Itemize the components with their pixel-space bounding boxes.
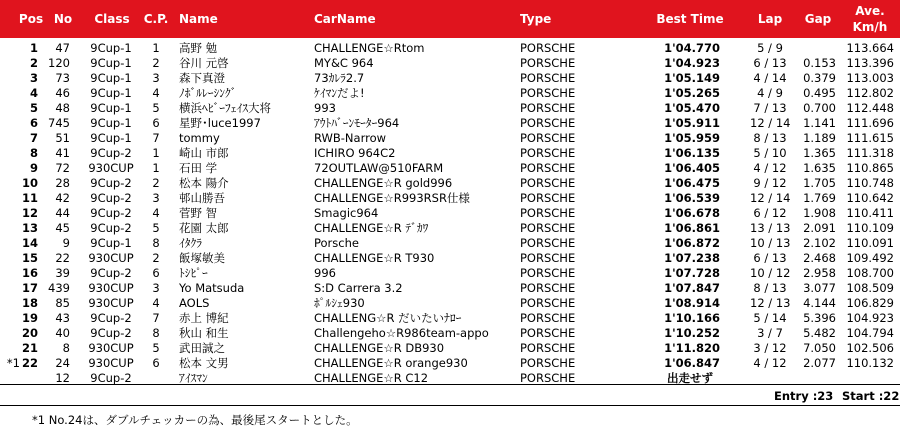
cell-cp: 7 [152, 311, 160, 325]
cell-cls: 9Cup-2 [90, 221, 132, 235]
cell-car: 73ｶﾚﾗ2.7 [314, 71, 365, 85]
table-row [0, 115, 900, 131]
table-row [0, 40, 900, 56]
cell-cp: 4 [152, 206, 160, 220]
cell-car: 996 [314, 266, 336, 280]
cell-lap: 4 / 12 [753, 356, 787, 370]
cell-name: 松本 陽介 [179, 176, 229, 190]
cell-name: 高野 勉 [179, 41, 218, 55]
cell-no: 12 [55, 371, 70, 385]
header-name: Name [179, 12, 218, 26]
cell-pos: 3 [29, 71, 38, 85]
cell-gap: 0.153 [803, 56, 836, 70]
cell-gap: 0.495 [803, 86, 836, 100]
cell-pos: 12 [21, 206, 38, 220]
cell-no: 47 [55, 41, 70, 55]
cell-car: ICHIRO 964C2 [314, 146, 396, 160]
cell-gap: 2.468 [803, 251, 836, 265]
table-row [0, 100, 900, 116]
cell-name: 飯塚敏美 [179, 251, 225, 265]
cell-type: PORSCHE [520, 311, 576, 325]
table-row [0, 70, 900, 86]
cell-no: 43 [55, 311, 70, 325]
cell-gap: 1.769 [803, 191, 836, 205]
cell-best: 1'06.861 [664, 221, 720, 235]
cell-lap: 6 / 12 [753, 206, 787, 220]
cell-name: ｱｲｽﾏﾝ [179, 371, 208, 385]
cell-car: CHALLENGE☆R ﾃﾞｶﾜ [314, 221, 429, 235]
cell-type: PORSCHE [520, 236, 576, 250]
cell-best: 出走せず [667, 371, 713, 385]
cell-cls: 9Cup-2 [90, 146, 132, 160]
footnote: *1 No.24は、ダブルチェッカーの為、最後尾スタートとした。 [32, 413, 358, 427]
cell-gap: 1.189 [803, 131, 836, 145]
table-row [0, 205, 900, 221]
cell-ave: 110.642 [846, 191, 894, 205]
cell-car: ｱｳﾄﾊﾞｰﾝﾓｰﾀｰ964 [314, 116, 400, 130]
cell-pos: 2 [29, 56, 38, 70]
cell-ave: 108.509 [846, 281, 894, 295]
cell-lap: 13 / 13 [750, 221, 790, 235]
cell-name: AOLS [179, 296, 210, 310]
cell-name: 谷川 元啓 [179, 56, 229, 70]
cell-ave: 104.794 [846, 326, 894, 340]
cell-ave: 104.923 [846, 311, 894, 325]
cell-cls: 930CUP [88, 356, 134, 370]
entry-count: Entry :23 [774, 389, 834, 403]
cell-best: 1'10.252 [664, 326, 720, 340]
cell-cls: 930CUP [88, 161, 134, 175]
cell-name: 崎山 市郎 [179, 146, 229, 160]
cell-car: MY&C 964 [314, 56, 374, 70]
cell-lap: 5 / 14 [753, 311, 787, 325]
start-count: Start :22 [842, 389, 900, 403]
cell-type: PORSCHE [520, 146, 576, 160]
cell-gap: 0.700 [803, 101, 836, 115]
cell-type: PORSCHE [520, 41, 576, 55]
cell-no: 40 [55, 326, 70, 340]
cell-gap: 1.908 [803, 206, 836, 220]
cell-cls: 930CUP [88, 296, 134, 310]
cell-type: PORSCHE [520, 116, 576, 130]
cell-best: 1'06.475 [664, 176, 720, 190]
cell-type: PORSCHE [520, 326, 576, 340]
cell-type: PORSCHE [520, 161, 576, 175]
cell-no: 24 [55, 356, 70, 370]
cell-cp: 5 [152, 341, 160, 355]
table-row [0, 265, 900, 281]
cell-mark: *1 [6, 356, 20, 370]
cell-ave: 109.492 [846, 251, 894, 265]
cell-type: PORSCHE [520, 371, 576, 385]
cell-cls: 9Cup-2 [90, 371, 132, 385]
cell-lap: 3 / 7 [757, 326, 783, 340]
cell-gap: 4.144 [803, 296, 836, 310]
cell-lap: 12 / 14 [750, 116, 790, 130]
cell-lap: 8 / 13 [753, 131, 787, 145]
cell-cp: 3 [152, 191, 160, 205]
cell-type: PORSCHE [520, 101, 576, 115]
cell-car: Challengeho☆R986team-appo [314, 326, 489, 340]
cell-lap: 6 / 13 [753, 56, 787, 70]
header-ave: Ave. [855, 4, 885, 18]
cell-no: 44 [55, 206, 70, 220]
cell-ave: 111.318 [846, 146, 894, 160]
cell-pos: 5 [29, 101, 38, 115]
cell-no: 41 [55, 146, 70, 160]
cell-lap: 4 / 12 [753, 161, 787, 175]
cell-gap: 5.482 [803, 326, 836, 340]
table-bottom-divider [0, 384, 900, 385]
cell-ave: 102.506 [846, 341, 894, 355]
cell-pos: 13 [21, 221, 38, 235]
cell-cp: 5 [152, 221, 160, 235]
cell-pos: 20 [21, 326, 38, 340]
cell-no: 48 [55, 101, 70, 115]
cell-pos: 8 [29, 146, 38, 160]
header-type: Type [520, 12, 552, 26]
cell-name: 星野･luce1997 [179, 116, 261, 130]
table-row [0, 55, 900, 71]
cell-pos: 22 [21, 356, 38, 370]
cell-cp: 1 [152, 41, 160, 55]
cell-lap: 5 / 10 [753, 146, 787, 160]
cell-best: 1'06.872 [664, 236, 720, 250]
cell-car: 72OUTLAW@510FARM [314, 161, 444, 175]
cell-no: 8 [62, 341, 70, 355]
cell-cls: 9Cup-1 [90, 236, 132, 250]
cell-name: ﾉﾎﾞﾙﾚｰｼﾝｸﾞ [179, 86, 237, 100]
cell-lap: 8 / 13 [753, 281, 787, 295]
header-no: No [53, 12, 73, 26]
cell-best: 1'06.405 [664, 161, 720, 175]
cell-pos: 9 [29, 161, 38, 175]
cell-pos: 14 [21, 236, 38, 250]
cell-best: 1'11.820 [664, 341, 720, 355]
cell-cls: 930CUP [88, 341, 134, 355]
cell-lap: 10 / 12 [750, 266, 790, 280]
cell-cp: 3 [152, 281, 160, 295]
cell-cp: 1 [152, 161, 160, 175]
cell-cls: 9Cup-1 [90, 56, 132, 70]
header-best-time: Best Time [656, 12, 724, 26]
cell-cls: 9Cup-1 [90, 116, 132, 130]
cell-name: ﾄｼﾋﾟｰ [179, 266, 208, 280]
cell-cls: 9Cup-2 [90, 266, 132, 280]
results-table-header [0, 0, 900, 38]
cell-ave: 110.411 [846, 206, 894, 220]
cell-lap: 5 / 9 [757, 41, 783, 55]
cell-cp: 2 [152, 176, 160, 190]
cell-lap: 4 / 14 [753, 71, 787, 85]
table-row [0, 190, 900, 206]
cell-cp: 4 [152, 296, 160, 310]
cell-best: 1'07.238 [664, 251, 720, 265]
cell-cls: 9Cup-1 [90, 71, 132, 85]
cell-no: 745 [48, 116, 70, 130]
cell-pos: 11 [21, 191, 38, 205]
cell-car: CHALLENGE☆R C12 [314, 371, 429, 385]
cell-type: PORSCHE [520, 206, 576, 220]
cell-cls: 9Cup-2 [90, 311, 132, 325]
cell-best: 1'06.135 [664, 146, 720, 160]
cell-best: 1'05.470 [664, 101, 720, 115]
cell-type: PORSCHE [520, 131, 576, 145]
cell-cls: 9Cup-2 [90, 326, 132, 340]
cell-gap: 2.091 [803, 221, 836, 235]
cell-lap: 12 / 13 [750, 296, 790, 310]
cell-name: 花園 太郎 [179, 221, 229, 235]
cell-best: 1'06.678 [664, 206, 720, 220]
cell-lap: 6 / 13 [753, 251, 787, 265]
cell-gap: 1.705 [803, 176, 836, 190]
cell-gap: 1.365 [803, 146, 836, 160]
table-row [0, 355, 900, 371]
cell-type: PORSCHE [520, 266, 576, 280]
cell-gap: 2.102 [803, 236, 836, 250]
cell-no: 39 [55, 266, 70, 280]
cell-ave: 110.865 [846, 161, 894, 175]
cell-no: 46 [55, 86, 70, 100]
cell-cp: 7 [152, 131, 160, 145]
cell-name: 武田誠之 [179, 341, 225, 355]
cell-cp: 8 [152, 236, 160, 250]
cell-car: Porsche [314, 236, 359, 250]
cell-pos: 21 [21, 341, 38, 355]
cell-no: 9 [62, 236, 70, 250]
cell-type: PORSCHE [520, 176, 576, 190]
cell-gap: 7.050 [803, 341, 836, 355]
cell-car: CHALLENGE☆R gold996 [314, 176, 453, 190]
cell-no: 72 [55, 161, 70, 175]
cell-pos: 1 [29, 41, 38, 55]
cell-best: 1'05.265 [664, 86, 720, 100]
cell-name: Yo Matsuda [179, 281, 245, 295]
cell-car: Smagic964 [314, 206, 379, 220]
cell-name: 松本 文男 [179, 356, 229, 370]
cell-pos: 15 [21, 251, 38, 265]
cell-car: S:D Carrera 3.2 [314, 281, 403, 295]
table-row [0, 130, 900, 146]
cell-no: 73 [55, 71, 70, 85]
cell-cp: 6 [152, 116, 160, 130]
cell-cls: 9Cup-2 [90, 206, 132, 220]
cell-no: 45 [55, 221, 70, 235]
cell-type: PORSCHE [520, 221, 576, 235]
cell-best: 1'04.770 [664, 41, 720, 55]
table-row [0, 235, 900, 251]
cell-name: 邨山勝吾 [179, 191, 225, 205]
cell-gap: 5.396 [803, 311, 836, 325]
cell-pos: 6 [29, 116, 38, 130]
cell-best: 1'10.166 [664, 311, 720, 325]
table-row [0, 175, 900, 191]
cell-gap: 2.077 [803, 356, 836, 370]
cell-pos: 19 [21, 311, 38, 325]
cell-car: 993 [314, 101, 336, 115]
cell-cp: 1 [152, 146, 160, 160]
cell-car: ｹｲﾏﾝだよ! [314, 86, 365, 100]
cell-ave: 110.748 [846, 176, 894, 190]
cell-cp: 4 [152, 86, 160, 100]
cell-name: tommy [179, 131, 220, 145]
cell-lap: 4 / 9 [757, 86, 783, 100]
table-row [0, 340, 900, 356]
cell-name: 秋山 和生 [179, 326, 229, 340]
cell-ave: 106.829 [846, 296, 894, 310]
cell-car: CHALLENG☆R だいたいﾅﾛｰ [314, 311, 462, 325]
cell-type: PORSCHE [520, 71, 576, 85]
cell-gap: 1.635 [803, 161, 836, 175]
cell-type: PORSCHE [520, 296, 576, 310]
header-carname: CarName [314, 12, 376, 26]
cell-ave: 113.003 [846, 71, 894, 85]
cell-name: ｲﾀｸﾗ [179, 236, 202, 250]
cell-no: 120 [48, 56, 70, 70]
cell-cls: 9Cup-2 [90, 191, 132, 205]
cell-car: CHALLENGE☆R DB930 [314, 341, 445, 355]
cell-cls: 9Cup-1 [90, 131, 132, 145]
cell-type: PORSCHE [520, 341, 576, 355]
cell-pos: 10 [21, 176, 38, 190]
cell-gap: 2.958 [803, 266, 836, 280]
table-row [0, 310, 900, 326]
cell-cp: 6 [152, 356, 160, 370]
cell-ave: 111.615 [846, 131, 894, 145]
cell-pos: 17 [21, 281, 38, 295]
cell-lap: 3 / 12 [753, 341, 787, 355]
cell-no: 42 [55, 191, 70, 205]
cell-car: CHALLENGE☆Rtom [314, 41, 425, 55]
table-row [0, 145, 900, 161]
cell-ave: 112.802 [846, 86, 894, 100]
cell-lap: 12 / 14 [750, 191, 790, 205]
cell-no: 28 [55, 176, 70, 190]
cell-best: 1'05.149 [664, 71, 720, 85]
cell-no: 22 [55, 251, 70, 265]
cell-cls: 9Cup-1 [90, 101, 132, 115]
cell-no: 85 [55, 296, 70, 310]
table-row [0, 250, 900, 266]
cell-lap: 7 / 13 [753, 101, 787, 115]
cell-no: 439 [48, 281, 70, 295]
cell-car: ﾎﾟﾙｼｪ930 [314, 296, 365, 310]
cell-best: 1'07.728 [664, 266, 720, 280]
table-row [0, 325, 900, 341]
cell-ave: 111.696 [846, 116, 894, 130]
cell-ave: 113.664 [846, 41, 894, 55]
footer-divider [0, 405, 900, 406]
cell-cp: 2 [152, 251, 160, 265]
cell-gap [796, 40, 836, 56]
cell-cls: 9Cup-1 [90, 41, 132, 55]
cell-lap: 9 / 12 [753, 176, 787, 190]
header-kmh: Km/h [852, 20, 888, 34]
header-pos: Pos [18, 12, 44, 26]
cell-gap: 1.141 [803, 116, 836, 130]
cell-cls: 930CUP [88, 251, 134, 265]
table-row [0, 160, 900, 176]
cell-cp: 8 [152, 326, 160, 340]
table-row [0, 280, 900, 296]
header-cp: C.P. [143, 12, 169, 26]
cell-best: 1'05.959 [664, 131, 720, 145]
cell-type: PORSCHE [520, 191, 576, 205]
cell-name: 石田 学 [179, 161, 218, 175]
cell-name: 森下真澄 [179, 71, 225, 85]
cell-type: PORSCHE [520, 356, 576, 370]
cell-cls: 930CUP [88, 281, 134, 295]
cell-car: CHALLENGE☆R T930 [314, 251, 435, 265]
table-row [0, 295, 900, 311]
cell-type: PORSCHE [520, 281, 576, 295]
cell-type: PORSCHE [520, 251, 576, 265]
cell-car: CHALLENGE☆R993RSR仕様 [314, 191, 470, 205]
cell-type: PORSCHE [520, 86, 576, 100]
table-row [0, 85, 900, 101]
cell-ave: 110.132 [846, 356, 894, 370]
cell-ave: 113.396 [846, 56, 894, 70]
cell-gap: 0.379 [803, 71, 836, 85]
cell-ave: 112.448 [846, 101, 894, 115]
cell-name: 横浜ﾍﾋﾞｰﾌｪｲｽ大将 [179, 101, 271, 115]
cell-cls: 9Cup-2 [90, 176, 132, 190]
table-row [0, 220, 900, 236]
cell-best: 1'04.923 [664, 56, 720, 70]
cell-best: 1'08.914 [664, 296, 720, 310]
cell-gap: 3.077 [803, 281, 836, 295]
cell-best: 1'07.847 [664, 281, 720, 295]
cell-name: 菅野 智 [179, 206, 218, 220]
cell-cp: 2 [152, 56, 160, 70]
header-gap: Gap [804, 12, 832, 26]
cell-best: 1'05.911 [664, 116, 720, 130]
cell-ave: 110.109 [846, 221, 894, 235]
header-class: Class [94, 12, 130, 26]
cell-no: 51 [55, 131, 70, 145]
cell-type: PORSCHE [520, 56, 576, 70]
cell-pos: 16 [21, 266, 38, 280]
cell-cp: 6 [152, 266, 160, 280]
cell-ave: 108.700 [846, 266, 894, 280]
cell-car: CHALLENGE☆R orange930 [314, 356, 468, 370]
cell-car: RWB-Narrow [314, 131, 387, 145]
cell-best: 1'06.847 [664, 356, 720, 370]
cell-name: 赤上 博紀 [179, 311, 229, 325]
header-lap: Lap [757, 12, 783, 26]
cell-cp: 3 [152, 71, 160, 85]
cell-lap: 10 / 13 [750, 236, 790, 250]
cell-pos: 18 [21, 296, 38, 310]
cell-pos: 4 [29, 86, 38, 100]
cell-best: 1'06.539 [664, 191, 720, 205]
cell-ave: 110.091 [846, 236, 894, 250]
cell-cp: 5 [152, 101, 160, 115]
cell-cls: 9Cup-1 [90, 86, 132, 100]
cell-pos: 7 [29, 131, 38, 145]
